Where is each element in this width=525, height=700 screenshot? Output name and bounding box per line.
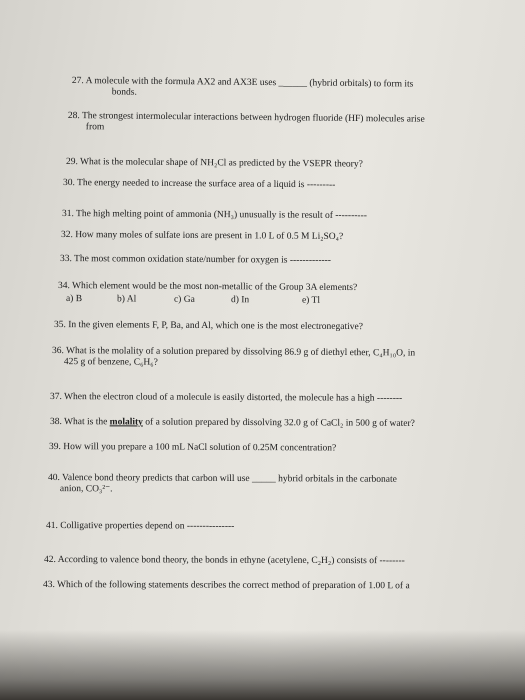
question-39: 39. How will you prepare a 100 mL NaCl solution of 0.25M concentration? <box>48 442 337 454</box>
question-41: 41. Colligative properties depend on --------------- <box>45 521 235 532</box>
choice-c: c) Ga <box>173 294 195 305</box>
choice-e: e) Tl <box>301 295 321 306</box>
question-40: 40. Valence bond theory predicts that carbon will use _____ hybrid orbitals in the carbonate anion, CO₃²⁻. <box>47 473 397 495</box>
molality-emphasis: molality <box>109 417 143 428</box>
question-42: 42. According to valence bond theory, the bonds in ethyne (acetylene, C₂H₂) consists of -------- <box>43 555 405 567</box>
page-bottom-shadow <box>0 630 525 700</box>
choice-b: b) Al <box>116 294 137 305</box>
question-32: 32. How many moles of sulfate ions are present in 1.0 L of 0.5 M Li₂SO₄? <box>60 230 344 242</box>
question-36: 36. What is the molality of a solution prepared by dissolving 86.9 g of diethyl ether, C₄H₁₀O, in 425 g of benzene, C₆H₆? <box>51 346 416 368</box>
question-28: 28. The strongest intermolecular interactions between hydrogen fluoride (HF) molecules arise from <box>67 111 425 133</box>
question-43: 43. Which of the following statements describes the correct method of preparation of 1.00 L of a <box>42 580 410 592</box>
question-34: 34. Which element would be the most non-metallic of the Group 3A elements? <box>57 281 358 294</box>
question-30: 30. The energy needed to increase the surface area of a liquid is --------- <box>62 178 336 191</box>
question-31: 31. The high melting point of ammonia (NH₃) unusually is the result of ---------- <box>61 209 367 222</box>
choice-d: d) In <box>230 295 250 306</box>
question-29: 29. What is the molecular shape of NH₂Cl as predicted by the VSEPR theory? <box>65 157 363 170</box>
question-38: 38. What is the molality of a solution prepared by dissolving 32.0 g of CaCl₂ in 500 g of water? <box>49 417 415 429</box>
question-34-choices <box>66 294 406 308</box>
question-35: 35. In the given elements F, P, Ba, and Al, which one is the most electronegative? <box>53 320 363 333</box>
question-33: 33. The most common oxidation state/number for oxygen is ------------- <box>59 254 332 266</box>
choice-a: a) B <box>65 294 83 305</box>
question-37: 37. When the electron cloud of a molecule is easily distorted, the molecule has a high -------- <box>49 392 403 404</box>
question-27: 27. A molecule with the formula AX2 and AX3E uses ______ (hybrid orbitals) to form its bonds. <box>71 76 414 98</box>
